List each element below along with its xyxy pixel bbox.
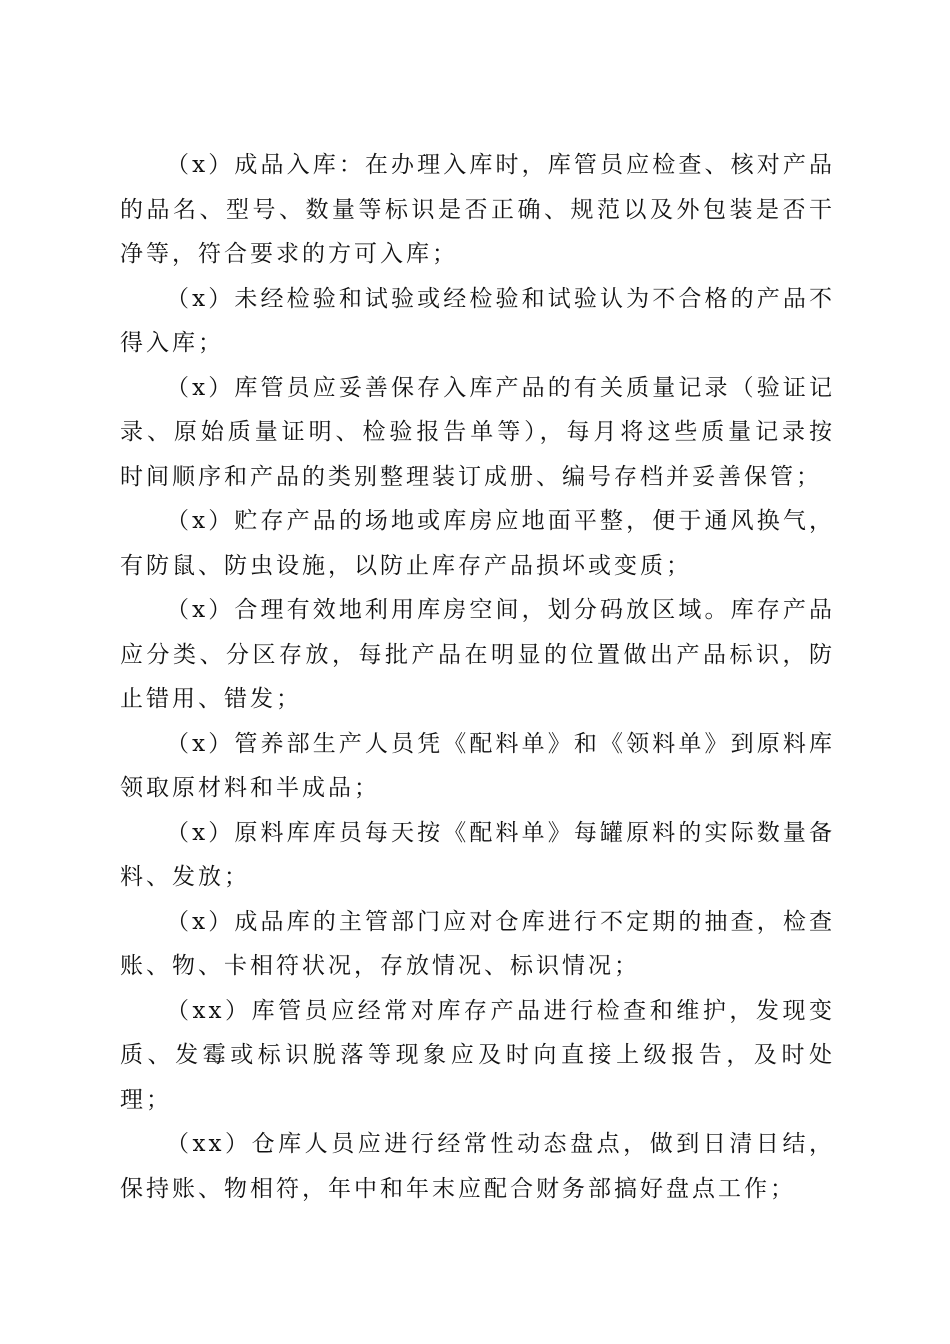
paragraph-stocktaking: （xx）仓库人员应进行经常性动态盘点，做到日清日结，保持账、物相符，年中和年末应配合财务部搞好盘点工作； [120, 1131, 835, 1202]
paragraph-quality-records: （x）库管员应妥善保存入库产品的有关质量记录（验证记录、原始质量证明、检验报告单等），每月将这些质量记录按时间顺序和产品的类别整理装订成册、编号存档并妥善保管； [120, 374, 835, 490]
paragraph-daily-material-issue: （x）原料库库员每天按《配料单》每罐原料的实际数量备料、发放； [120, 819, 835, 890]
paragraph-finished-goods-inbound: （x）成品入库：在办理入库时，库管员应检查、核对产品的品名、型号、数量等标识是否正确、规范以及外包装是否干净等，符合要求的方可入库； [120, 152, 835, 267]
paragraph-uninspected-goods: （x）未经检验和试验或经检验和试验认为不合格的产品不得入库； [120, 285, 835, 356]
document-body [120, 143, 835, 1211]
paragraph-warehouse-space: （x）合理有效地利用库房空间，划分码放区域。库存产品应分类、分区存放，每批产品在明显的位置做出产品标识，防止错用、错发； [120, 597, 835, 712]
paragraph-inventory-maintenance: （xx）库管员应经常对库存产品进行检查和维护，发现变质、发霉或标识脱落等现象应及时向直接上级报告，及时处理； [120, 997, 835, 1113]
paragraph-spot-checks: （x）成品库的主管部门应对仓库进行不定期的抽查，检查账、物、卡相符状况，存放情况、标识情况； [120, 908, 835, 979]
paragraph-material-requisition: （x）管养部生产人员凭《配料单》和《领料单》到原料库领取原材料和半成品； [120, 730, 835, 801]
paragraph-storage-site: （x）贮存产品的场地或库房应地面平整，便于通风换气，有防鼠、防虫设施，以防止库存产品损坏或变质； [120, 508, 835, 579]
